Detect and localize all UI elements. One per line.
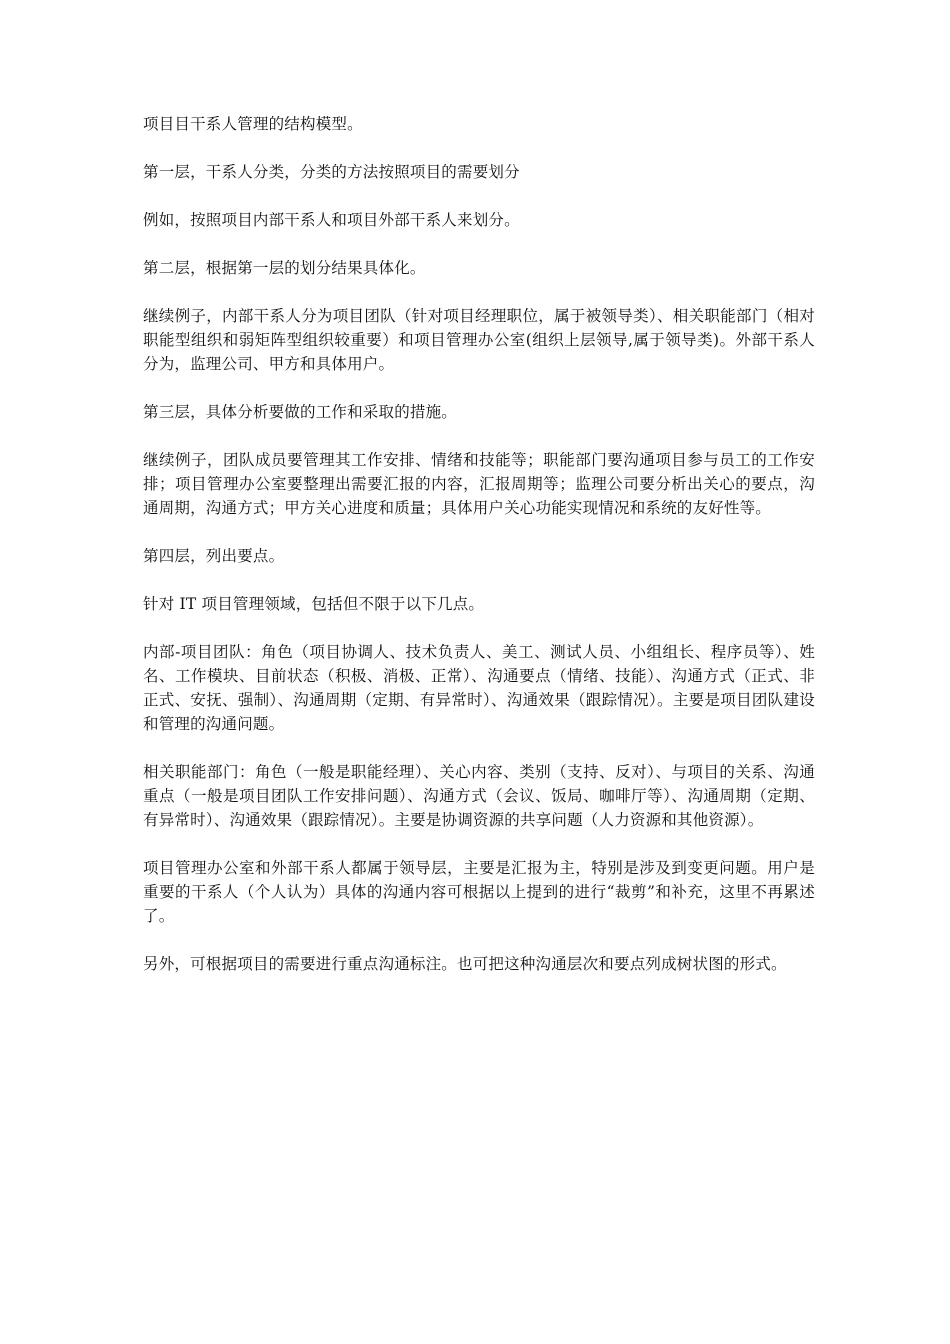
paragraph-functional-departments: 相关职能部门：角色（一般是职能经理）、关心内容、类别（支持、反对）、与项目的关系、沟通重点（一般是项目团队工作安排问题）、沟通方式（会议、饭局、咖啡厅等）、沟通周期（定期、有异常时）、沟通效果（跟踪情况）。主要是协调资源的共享问题（人力资源和其他资源）。	[143, 763, 815, 829]
paragraph-leadership: 项目管理办公室和外部干系人都属于领导层，主要是汇报为主，特别是涉及到变更问题。用户是重要的干系人（个人认为）具体的沟通内容可根据以上提到的进行“裁剪”和补充，这里不再累述了。	[143, 859, 815, 925]
document-body	[143, 112, 815, 1000]
paragraph-layer-two: 第二层，根据第一层的划分结果具体化。	[143, 259, 426, 277]
paragraph-layer-one: 第一层，干系人分类，分类的方法按照项目的需要划分	[143, 163, 520, 181]
paragraph-example-one: 例如，按照项目内部干系人和项目外部干系人来划分。	[143, 211, 520, 229]
paragraph-example-two: 继续例子，内部干系人分为项目团队（针对项目经理职位，属于被领导类）、相关职能部门（相对职能型组织和弱矩阵型组织较重要）和项目管理办公室(组织上层领导,属于领导类)。外部干系人分为，监理公司、甲方和具体用户。	[143, 307, 815, 373]
paragraph-title: 项目目干系人管理的结构模型。	[143, 115, 363, 133]
paragraph-example-three: 继续例子，团队成员要管理其工作安排、情绪和技能等；职能部门要沟通项目参与员工的工作安排；项目管理办公室要整理出需要汇报的内容，汇报周期等；监理公司要分析出关心的要点，沟通周期，沟通方式；甲方关心进度和质量；具体用户关心功能实现情况和系统的友好性等。	[143, 451, 815, 517]
paragraph-layer-four: 第四层，列出要点。	[143, 547, 285, 565]
paragraph-internal-team: 内部-项目团队：角色（项目协调人、技术负责人、美工、测试人员、小组组长、程序员等）、姓名、工作模块、目前状态（积极、消极、正常）、沟通要点（情绪、技能）、沟通方式（正式、非正式、安抚、强制）、沟通周期（定期、有异常时）、沟通效果（跟踪情况）。主要是项目团队建设和管理的沟通问题。	[143, 643, 815, 733]
paragraph-layer-three: 第三层，具体分析要做的工作和采取的措施。	[143, 403, 458, 421]
paragraph-it-scope: 针对 IT 项目管理领域，包括但不限于以下几点。	[143, 595, 485, 613]
paragraph-conclusion: 另外，可根据项目的需要进行重点沟通标注。也可把这种沟通层次和要点列成树状图的形式。	[143, 955, 787, 973]
